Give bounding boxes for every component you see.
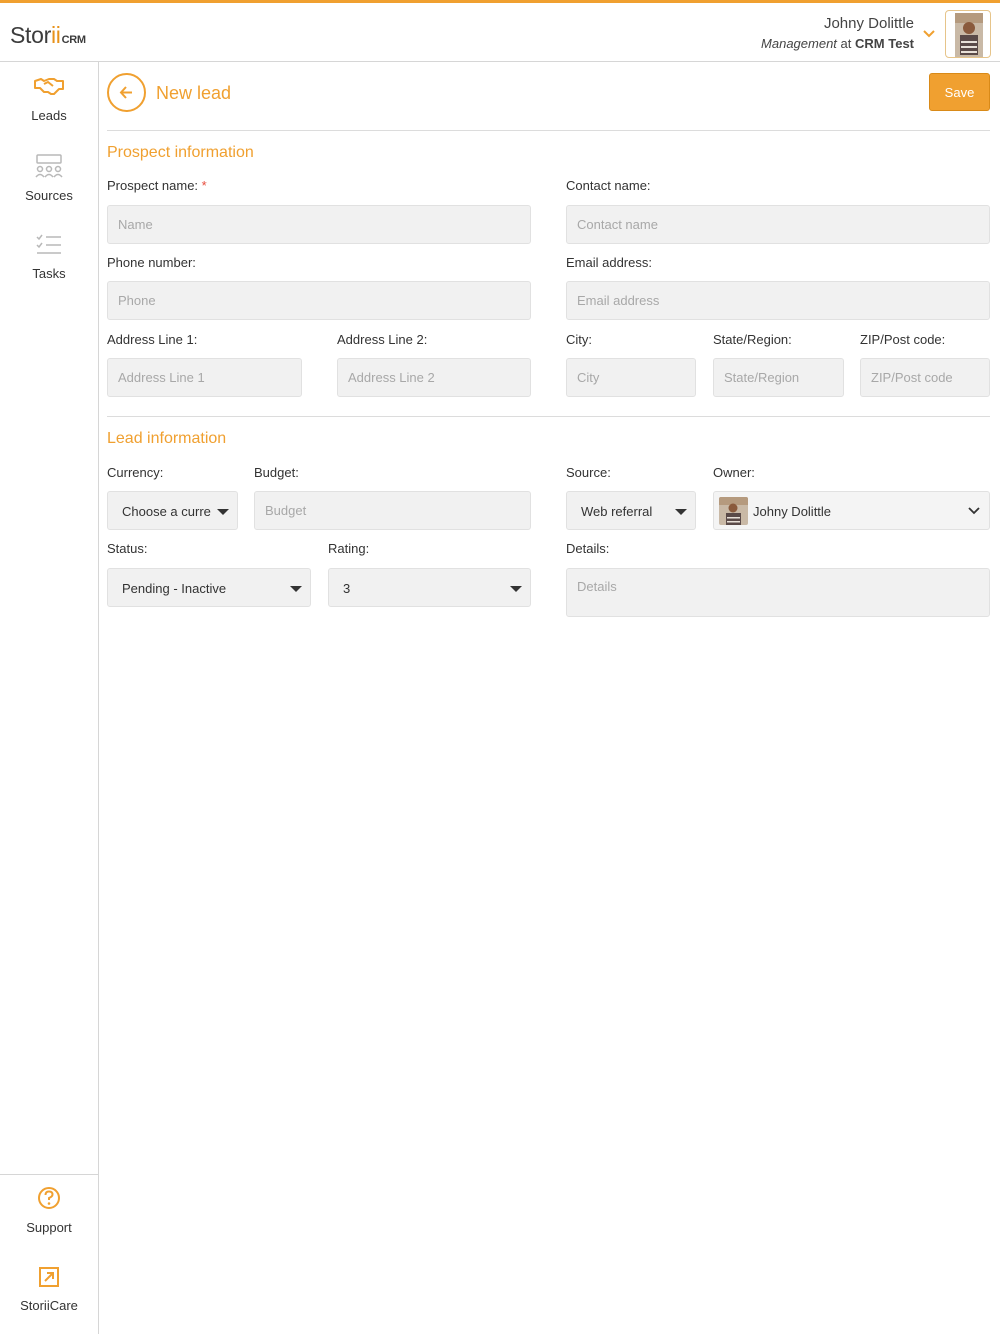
contact-name-input[interactable] bbox=[566, 205, 990, 244]
state-input[interactable] bbox=[713, 358, 844, 397]
question-circle-icon bbox=[37, 1186, 61, 1210]
currency-select[interactable]: Choose a curre bbox=[107, 491, 238, 530]
source-select[interactable]: Web referral bbox=[566, 491, 696, 530]
dropdown-arrow-icon bbox=[510, 586, 522, 592]
avatar[interactable] bbox=[945, 10, 991, 58]
user-name[interactable]: Johny Dolittle bbox=[823, 15, 914, 32]
chevron-down-icon[interactable] bbox=[921, 27, 937, 41]
sidebar bbox=[0, 62, 99, 1334]
avatar bbox=[719, 497, 748, 525]
sidebar-item-support[interactable] bbox=[0, 1186, 98, 1235]
city-label: City: bbox=[566, 332, 592, 347]
sidebar-item-label: Sources bbox=[25, 188, 73, 203]
contact-name-label: Contact name: bbox=[566, 178, 651, 193]
section-title-prospect: Prospect information bbox=[107, 144, 254, 161]
details-label: Details: bbox=[566, 541, 610, 556]
sidebar-item-label: Support bbox=[26, 1220, 72, 1235]
section-title-lead: Lead information bbox=[107, 430, 227, 447]
currency-label: Currency: bbox=[107, 465, 164, 480]
phone-label: Phone number: bbox=[107, 255, 196, 270]
owner-label: Owner: bbox=[713, 465, 755, 480]
prospect-name-input[interactable] bbox=[107, 205, 531, 244]
details-textarea[interactable] bbox=[566, 568, 990, 617]
email-input[interactable] bbox=[566, 281, 990, 320]
budget-label: Budget: bbox=[254, 465, 299, 480]
sidebar-divider bbox=[0, 1174, 98, 1175]
prospect-name-label: Prospect name: * bbox=[107, 178, 207, 193]
back-button[interactable] bbox=[107, 73, 146, 112]
zip-label: ZIP/Post code: bbox=[860, 332, 946, 347]
external-link-icon bbox=[38, 1266, 60, 1288]
source-label: Source: bbox=[566, 465, 611, 480]
people-group-icon bbox=[35, 154, 63, 178]
rating-select[interactable]: 3 bbox=[328, 568, 531, 607]
rating-label: Rating: bbox=[328, 541, 370, 556]
address1-input[interactable] bbox=[107, 358, 302, 397]
status-select[interactable]: Pending - Inactive bbox=[107, 568, 311, 607]
arrow-left-icon bbox=[109, 75, 144, 110]
sidebar-item-storiicare[interactable] bbox=[0, 1266, 98, 1313]
required-mark: * bbox=[201, 178, 207, 193]
phone-input[interactable] bbox=[107, 281, 531, 320]
sidebar-item-label: Tasks bbox=[32, 266, 66, 281]
page-title: New lead bbox=[156, 83, 232, 103]
status-label: Status: bbox=[107, 541, 148, 556]
checklist-icon bbox=[36, 234, 62, 256]
main-content bbox=[99, 62, 1000, 1334]
top-bar bbox=[0, 0, 1000, 62]
divider bbox=[107, 416, 990, 417]
email-label: Email address: bbox=[566, 255, 652, 270]
user-role: Management at CRM Test bbox=[761, 36, 914, 51]
state-label: State/Region: bbox=[713, 332, 792, 347]
sidebar-item-sources[interactable] bbox=[0, 154, 98, 203]
sidebar-item-tasks[interactable] bbox=[0, 234, 98, 281]
owner-select[interactable]: Johny Dolittle bbox=[713, 491, 990, 530]
chevron-down-icon bbox=[967, 505, 981, 517]
sidebar-item-label: StoriiCare bbox=[20, 1298, 78, 1313]
app-logo[interactable]: StoriiCRM bbox=[10, 22, 86, 48]
handshake-icon bbox=[34, 76, 64, 98]
dropdown-arrow-icon bbox=[675, 509, 687, 515]
divider bbox=[107, 130, 990, 131]
sidebar-item-label: Leads bbox=[31, 108, 67, 123]
budget-input[interactable] bbox=[254, 491, 531, 530]
address2-input[interactable] bbox=[337, 358, 531, 397]
address1-label: Address Line 1: bbox=[107, 332, 198, 347]
dropdown-arrow-icon bbox=[217, 509, 229, 515]
zip-input[interactable] bbox=[860, 358, 990, 397]
city-input[interactable] bbox=[566, 358, 696, 397]
sidebar-item-leads[interactable] bbox=[0, 76, 98, 123]
save-button[interactable]: Save bbox=[929, 73, 990, 111]
address2-label: Address Line 2: bbox=[337, 332, 428, 347]
dropdown-arrow-icon bbox=[290, 586, 302, 592]
